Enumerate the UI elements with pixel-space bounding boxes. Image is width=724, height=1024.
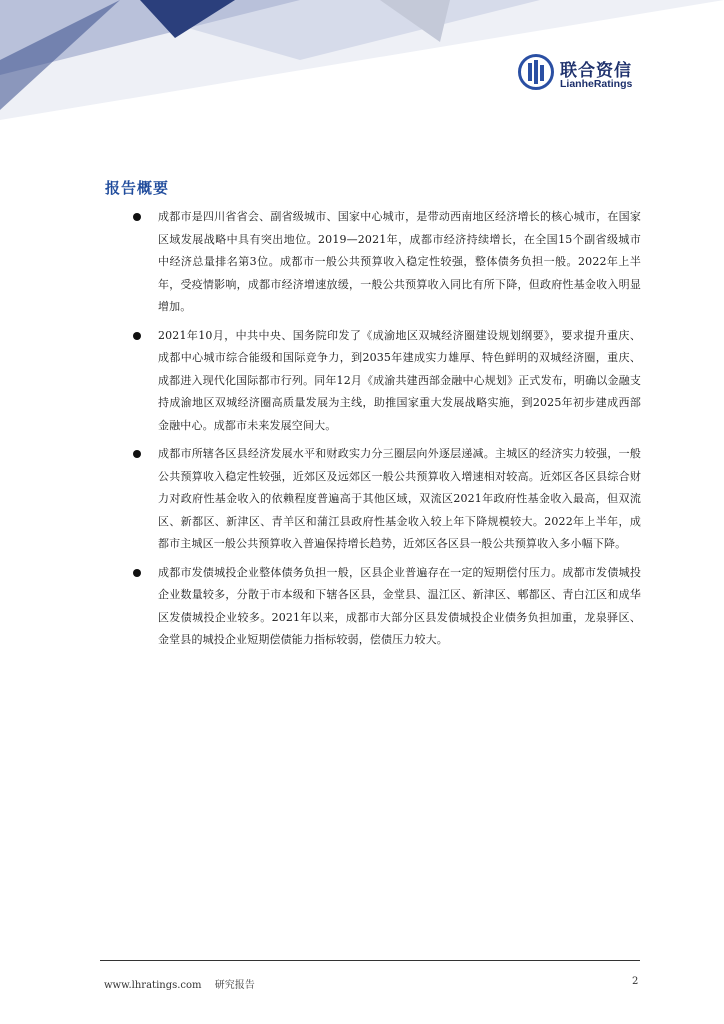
bullet-text: 2021年10月，中共中央、国务院印发了《成渝地区双城经济圈建设规划纲要》，要求提升重庆、成都中心城市综合能级和国际竞争力，到2035年建成实力雄厚、特色鲜明的双城经济圈，重庆、成都进入现代化国际都市行列。同年12月《成渝共建西部金融中心规划》正式发布，明确以金融支持成渝地区双城经济圈高质量发展为主线，助推国家重大发展战略实施，到2025年初步建成西部金融中心。成都市未来发展空间大。 [158,328,641,432]
company-logo [518,54,648,94]
lianhe-logo-icon [518,54,554,90]
footer-info [104,976,265,991]
summary-bullet-4 [133,562,641,652]
logo-chinese-name: 联合资信 [560,61,632,81]
footer-doc-type: 研究报告 [214,980,255,991]
logo-english-name: LianheRatings [560,78,633,90]
bullet-text: 成都市发债城投企业整体债务负担一般，区县企业普遍存在一定的短期偿付压力。成都市发债城投企业数量较多，分散于市本级和下辖各区县，金堂县、温江区、新津区、郫都区、青白江区和成华区发债城投企业较多。2021年以来，成都市大部分区县发债城投企业债务负担加重，龙泉驿区、金堂县的城投企业短期偿债能力指标较弱，偿债压力较大。 [158,565,641,646]
bullet-text: 成都市是四川省省会、副省级城市、国家中心城市，是带动西南地区经济增长的核心城市，在国家区域发展战略中具有突出地位。2019—2021年，成都市经济持续增长，在全国15个副省级城市中经济总量排名第3位。成都市一般公共预算收入稳定性较强，整体债务负担一般。2022年上半年，受疫情影响，成都市经济增速放缓，一般公共预算收入同比有所下降，但政府性基金收入明显增加。 [158,210,641,313]
footer-website-link[interactable]: www.lhratings.com [104,980,202,991]
summary-bullet-3 [133,443,641,556]
summary-bullet-list [133,206,641,658]
bullet-dot-icon [133,332,141,340]
bullet-text: 成都市所辖各区县经济发展水平和财政实力分三圈层向外逐层递减。主城区的经济实力较强，一般公共预算收入稳定性较强，近郊区及远郊区一般公共预算收入增速相对较高。近郊区各区县综合财力对政府性基金收入的依赖程度普遍高于其他区域，双流区2021年政府性基金收入最高，但双流区、新都区、新津区、青羊区和蒲江县政府性基金收入较上年下降规模较大。2022年上半年，成都市主城区一般公共预算收入普遍保持增长趋势，近郊区各区县一般公共预算收入多小幅下降。 [158,447,641,550]
summary-bullet-2 [133,325,641,438]
summary-bullet-1 [133,206,641,319]
footer-divider [100,960,640,961]
section-title: 报告概要 [105,179,170,197]
page-number: 2 [632,976,639,987]
bullet-dot-icon [133,450,141,458]
bullet-dot-icon [133,213,141,221]
bullet-dot-icon [133,569,141,577]
